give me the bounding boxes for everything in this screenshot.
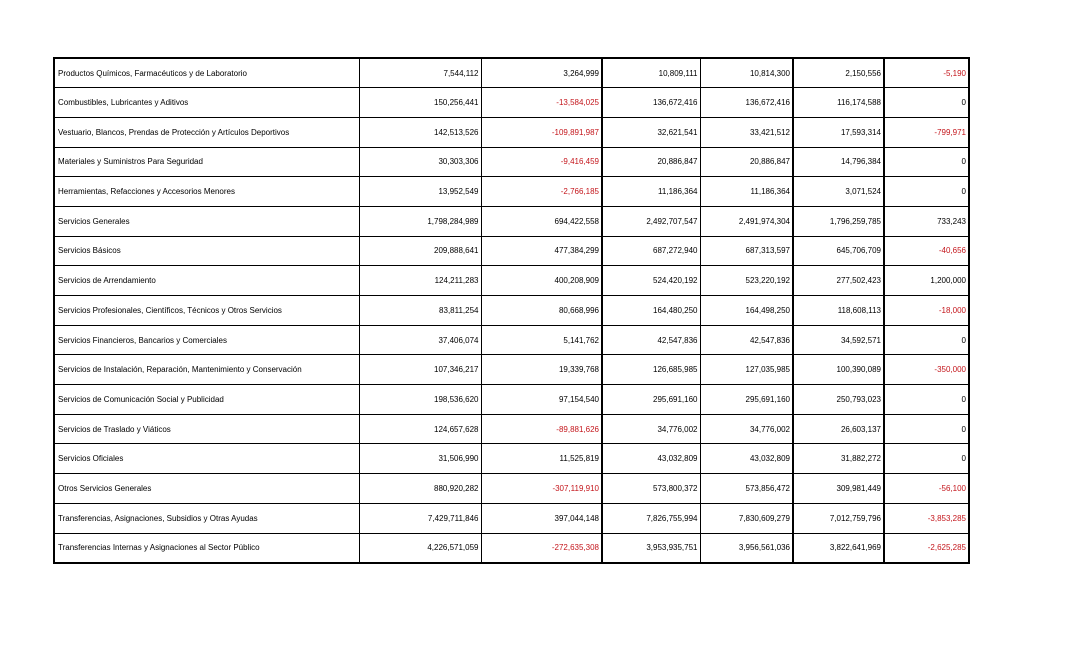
amount-cell: -799,971 bbox=[884, 117, 969, 147]
amount-cell: 4,226,571,059 bbox=[359, 533, 481, 563]
table-row bbox=[54, 474, 969, 504]
amount-cell: 37,406,074 bbox=[359, 325, 481, 355]
amount-cell: 14,796,384 bbox=[793, 147, 884, 177]
amount-cell: 124,657,628 bbox=[359, 414, 481, 444]
amount-cell: 7,826,755,994 bbox=[602, 503, 700, 533]
amount-cell: -307,119,910 bbox=[481, 474, 602, 504]
amount-cell: 11,186,364 bbox=[602, 177, 700, 207]
table-row bbox=[54, 503, 969, 533]
amount-cell: 2,491,974,304 bbox=[700, 206, 793, 236]
amount-cell: 0 bbox=[884, 88, 969, 118]
concept-cell: Servicios de Arrendamiento bbox=[54, 266, 359, 296]
amount-cell: 30,303,306 bbox=[359, 147, 481, 177]
amount-cell: 477,384,299 bbox=[481, 236, 602, 266]
amount-cell: -272,635,308 bbox=[481, 533, 602, 563]
amount-cell: 645,706,709 bbox=[793, 236, 884, 266]
amount-cell: 687,313,597 bbox=[700, 236, 793, 266]
amount-cell: 116,174,588 bbox=[793, 88, 884, 118]
amount-cell: 11,186,364 bbox=[700, 177, 793, 207]
amount-cell: 687,272,940 bbox=[602, 236, 700, 266]
amount-cell: 164,480,250 bbox=[602, 296, 700, 326]
amount-cell: 34,776,002 bbox=[700, 414, 793, 444]
amount-cell: 209,888,641 bbox=[359, 236, 481, 266]
amount-cell: -5,190 bbox=[884, 58, 969, 88]
amount-cell: 10,809,111 bbox=[602, 58, 700, 88]
amount-cell: -9,416,459 bbox=[481, 147, 602, 177]
amount-cell: -2,625,285 bbox=[884, 533, 969, 563]
amount-cell: -89,881,626 bbox=[481, 414, 602, 444]
table-row bbox=[54, 385, 969, 415]
amount-cell: 2,150,556 bbox=[793, 58, 884, 88]
amount-cell: 1,200,000 bbox=[884, 266, 969, 296]
amount-cell: 150,256,441 bbox=[359, 88, 481, 118]
amount-cell: 17,593,314 bbox=[793, 117, 884, 147]
amount-cell: 0 bbox=[884, 444, 969, 474]
amount-cell: -350,000 bbox=[884, 355, 969, 385]
amount-cell: 198,536,620 bbox=[359, 385, 481, 415]
concept-cell: Servicios Básicos bbox=[54, 236, 359, 266]
concept-cell: Vestuario, Blancos, Prendas de Protección y Artículos Deportivos bbox=[54, 117, 359, 147]
amount-cell: 0 bbox=[884, 177, 969, 207]
amount-cell: 7,429,711,846 bbox=[359, 503, 481, 533]
table-row bbox=[54, 58, 969, 88]
amount-cell: -56,100 bbox=[884, 474, 969, 504]
amount-cell: 7,012,759,796 bbox=[793, 503, 884, 533]
concept-cell: Otros Servicios Generales bbox=[54, 474, 359, 504]
amount-cell: 19,339,768 bbox=[481, 355, 602, 385]
table-row bbox=[54, 177, 969, 207]
amount-cell: 142,513,526 bbox=[359, 117, 481, 147]
amount-cell: 7,544,112 bbox=[359, 58, 481, 88]
table-row bbox=[54, 88, 969, 118]
amount-cell: 31,506,990 bbox=[359, 444, 481, 474]
amount-cell: 295,691,160 bbox=[602, 385, 700, 415]
table-row bbox=[54, 236, 969, 266]
amount-cell: 43,032,809 bbox=[700, 444, 793, 474]
amount-cell: 250,793,023 bbox=[793, 385, 884, 415]
amount-cell: 1,798,284,989 bbox=[359, 206, 481, 236]
table-row bbox=[54, 117, 969, 147]
amount-cell: 2,492,707,547 bbox=[602, 206, 700, 236]
amount-cell: 0 bbox=[884, 325, 969, 355]
table-row bbox=[54, 296, 969, 326]
table-row bbox=[54, 206, 969, 236]
amount-cell: 26,603,137 bbox=[793, 414, 884, 444]
table-body bbox=[54, 58, 969, 563]
amount-cell: 11,525,819 bbox=[481, 444, 602, 474]
amount-cell: 880,920,282 bbox=[359, 474, 481, 504]
amount-cell: 136,672,416 bbox=[700, 88, 793, 118]
amount-cell: 13,952,549 bbox=[359, 177, 481, 207]
amount-cell: 573,800,372 bbox=[602, 474, 700, 504]
amount-cell: 164,498,250 bbox=[700, 296, 793, 326]
concept-cell: Servicios Oficiales bbox=[54, 444, 359, 474]
amount-cell: 107,346,217 bbox=[359, 355, 481, 385]
amount-cell: 100,390,089 bbox=[793, 355, 884, 385]
table-row bbox=[54, 355, 969, 385]
amount-cell: 295,691,160 bbox=[700, 385, 793, 415]
amount-cell: 127,035,985 bbox=[700, 355, 793, 385]
amount-cell: -13,584,025 bbox=[481, 88, 602, 118]
concept-cell: Servicios de Comunicación Social y Publicidad bbox=[54, 385, 359, 415]
amount-cell: 34,592,571 bbox=[793, 325, 884, 355]
concept-cell: Servicios Generales bbox=[54, 206, 359, 236]
amount-cell: 0 bbox=[884, 147, 969, 177]
amount-cell: -3,853,285 bbox=[884, 503, 969, 533]
amount-cell: 3,822,641,969 bbox=[793, 533, 884, 563]
amount-cell: 400,208,909 bbox=[481, 266, 602, 296]
table-row bbox=[54, 444, 969, 474]
concept-cell: Transferencias Internas y Asignaciones al Sector Público bbox=[54, 533, 359, 563]
budget-table bbox=[53, 57, 970, 564]
amount-cell: 80,668,996 bbox=[481, 296, 602, 326]
table-row bbox=[54, 325, 969, 355]
amount-cell: -18,000 bbox=[884, 296, 969, 326]
amount-cell: 20,886,847 bbox=[602, 147, 700, 177]
concept-cell: Servicios Profesionales, Científicos, Técnicos y Otros Servicios bbox=[54, 296, 359, 326]
concept-cell: Herramientas, Refacciones y Accesorios Menores bbox=[54, 177, 359, 207]
amount-cell: 0 bbox=[884, 414, 969, 444]
amount-cell: 7,830,609,279 bbox=[700, 503, 793, 533]
amount-cell: 20,886,847 bbox=[700, 147, 793, 177]
amount-cell: 10,814,300 bbox=[700, 58, 793, 88]
amount-cell: 118,608,113 bbox=[793, 296, 884, 326]
amount-cell: 309,981,449 bbox=[793, 474, 884, 504]
amount-cell: 33,421,512 bbox=[700, 117, 793, 147]
amount-cell: 733,243 bbox=[884, 206, 969, 236]
amount-cell: -40,656 bbox=[884, 236, 969, 266]
amount-cell: 3,264,999 bbox=[481, 58, 602, 88]
amount-cell: 573,856,472 bbox=[700, 474, 793, 504]
amount-cell: 31,882,272 bbox=[793, 444, 884, 474]
amount-cell: 136,672,416 bbox=[602, 88, 700, 118]
amount-cell: 83,811,254 bbox=[359, 296, 481, 326]
amount-cell: 126,685,985 bbox=[602, 355, 700, 385]
budget-table-container bbox=[53, 57, 970, 564]
concept-cell: Servicios de Traslado y Viáticos bbox=[54, 414, 359, 444]
concept-cell: Servicios de Instalación, Reparación, Mantenimiento y Conservación bbox=[54, 355, 359, 385]
amount-cell: 3,953,935,751 bbox=[602, 533, 700, 563]
amount-cell: 42,547,836 bbox=[602, 325, 700, 355]
amount-cell: 42,547,836 bbox=[700, 325, 793, 355]
amount-cell: 523,220,192 bbox=[700, 266, 793, 296]
amount-cell: 97,154,540 bbox=[481, 385, 602, 415]
table-row bbox=[54, 533, 969, 563]
table-row bbox=[54, 414, 969, 444]
amount-cell: 43,032,809 bbox=[602, 444, 700, 474]
table-row bbox=[54, 147, 969, 177]
amount-cell: 5,141,762 bbox=[481, 325, 602, 355]
amount-cell: 32,621,541 bbox=[602, 117, 700, 147]
amount-cell: -2,766,185 bbox=[481, 177, 602, 207]
table-row bbox=[54, 266, 969, 296]
amount-cell: 397,044,148 bbox=[481, 503, 602, 533]
amount-cell: 34,776,002 bbox=[602, 414, 700, 444]
concept-cell: Combustibles, Lubricantes y Aditivos bbox=[54, 88, 359, 118]
concept-cell: Servicios Financieros, Bancarios y Comerciales bbox=[54, 325, 359, 355]
amount-cell: 694,422,558 bbox=[481, 206, 602, 236]
concept-cell: Materiales y Suministros Para Seguridad bbox=[54, 147, 359, 177]
concept-cell: Transferencias, Asignaciones, Subsidios y Otras Ayudas bbox=[54, 503, 359, 533]
amount-cell: 277,502,423 bbox=[793, 266, 884, 296]
concept-cell: Productos Químicos, Farmacéuticos y de Laboratorio bbox=[54, 58, 359, 88]
amount-cell: 3,956,561,036 bbox=[700, 533, 793, 563]
amount-cell: 524,420,192 bbox=[602, 266, 700, 296]
amount-cell: 0 bbox=[884, 385, 969, 415]
amount-cell: 124,211,283 bbox=[359, 266, 481, 296]
amount-cell: -109,891,987 bbox=[481, 117, 602, 147]
amount-cell: 1,796,259,785 bbox=[793, 206, 884, 236]
amount-cell: 3,071,524 bbox=[793, 177, 884, 207]
